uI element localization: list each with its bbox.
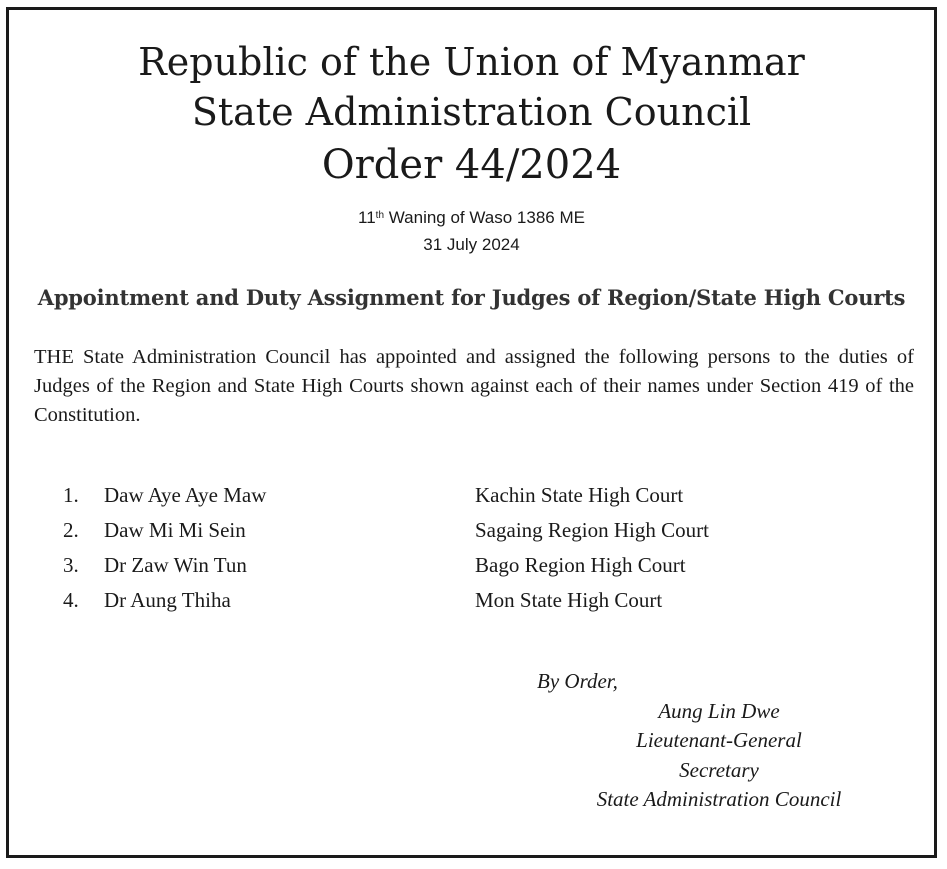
myanmar-date-suffix: th bbox=[375, 210, 385, 221]
signatory-rank: Lieutenant-General bbox=[636, 728, 802, 752]
assigned-court: Sagaing Region High Court bbox=[475, 518, 709, 542]
header-council: State Administration Council bbox=[191, 90, 752, 134]
signatory-title: Secretary bbox=[679, 758, 759, 782]
myanmar-date-rest: Waning of Waso 1386 ME bbox=[384, 208, 585, 227]
assigned-court: Bago Region High Court bbox=[475, 553, 686, 577]
by-order-label: By Order, bbox=[537, 669, 618, 693]
appointment-row bbox=[9, 550, 934, 580]
appointee-name: Dr Zaw Win Tun bbox=[104, 553, 247, 577]
signatory-name: Aung Lin Dwe bbox=[658, 699, 780, 723]
appointee-name: Daw Aye Aye Maw bbox=[104, 483, 267, 507]
appointment-row bbox=[9, 515, 934, 545]
intro-paragraph: THE State Administration Council has appointed and assigned the following persons to the duties of Judges of the Region and State High Courts shown against each of their names under Section 419 of the Constitution. bbox=[34, 346, 914, 426]
appointee-name: Daw Mi Mi Sein bbox=[104, 518, 246, 542]
order-number: Order 44/2024 bbox=[321, 142, 622, 188]
gregorian-date: 31 July 2024 bbox=[423, 235, 520, 254]
myanmar-date bbox=[9, 207, 934, 229]
appointment-number: 3. bbox=[63, 553, 79, 577]
appointee-name: Dr Aung Thiha bbox=[104, 588, 231, 612]
assigned-court: Kachin State High Court bbox=[475, 483, 684, 507]
header-country: Republic of the Union of Myanmar bbox=[138, 40, 805, 84]
order-subject: Appointment and Duty Assignment for Judges of Region/State High Courts bbox=[37, 285, 906, 310]
appointment-number: 2. bbox=[63, 518, 79, 542]
order-document bbox=[6, 7, 937, 858]
appointment-row bbox=[9, 480, 934, 510]
signatory-organization: State Administration Council bbox=[596, 787, 842, 811]
appointment-row bbox=[9, 585, 934, 615]
myanmar-date-day: 11 bbox=[358, 208, 376, 227]
appointment-number: 1. bbox=[63, 483, 79, 507]
assigned-court: Mon State High Court bbox=[475, 588, 663, 612]
appointment-number: 4. bbox=[63, 588, 79, 612]
